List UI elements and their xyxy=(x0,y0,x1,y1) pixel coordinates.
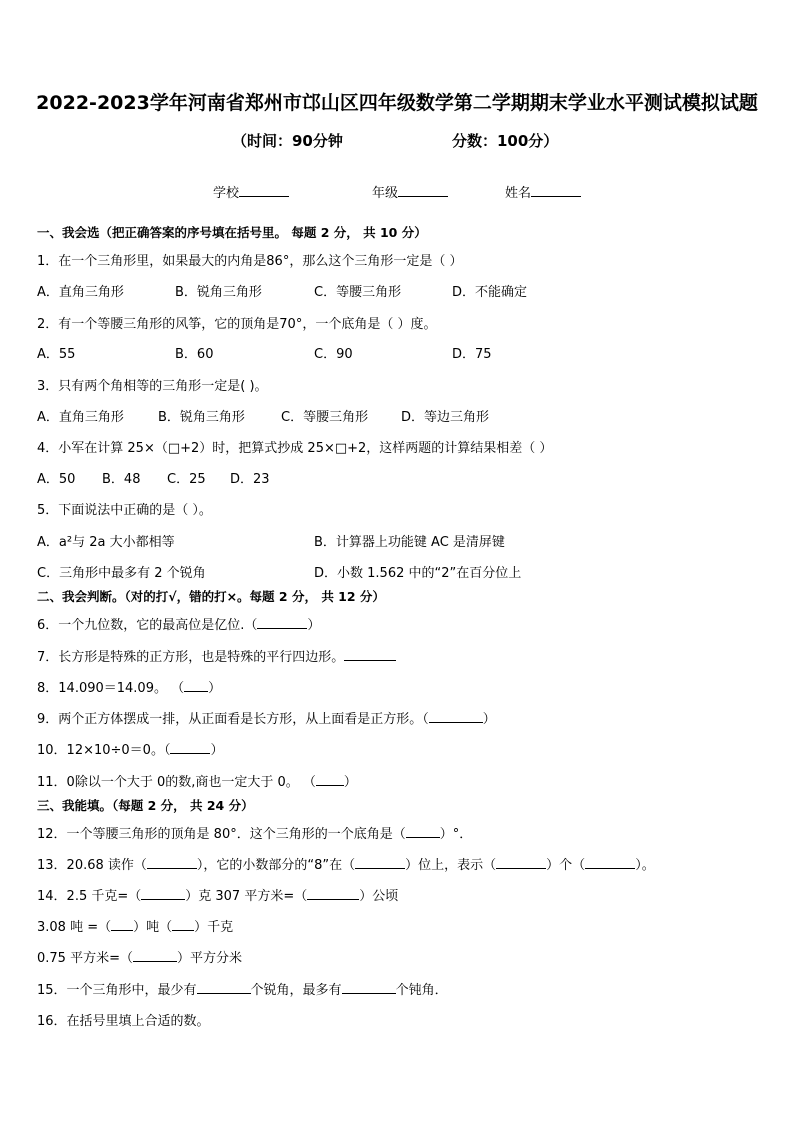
q13-blank-2 xyxy=(355,856,405,869)
q2-option-d: D．75 xyxy=(452,347,492,362)
q9-blank xyxy=(429,710,483,723)
q11-blank xyxy=(316,773,344,786)
name-label: 姓名 xyxy=(505,186,532,201)
q14-blank-2 xyxy=(307,887,359,900)
q14-blank-3 xyxy=(111,918,133,931)
exam-score: 分数：100分） xyxy=(452,132,559,150)
question-8 xyxy=(37,677,221,696)
question-15 xyxy=(37,979,448,998)
q2-option-b: B．60 xyxy=(175,347,214,362)
q11-close: ） xyxy=(343,775,357,790)
q14-blank-4 xyxy=(172,918,194,931)
question-10 xyxy=(37,739,223,758)
grade-field xyxy=(372,182,448,201)
q9-text: 9．两个正方体摆成一排，从正面看是长方形，从上面看是正方形。（ xyxy=(37,712,429,727)
school-field xyxy=(213,182,289,201)
q4-option-a: A．50 xyxy=(37,472,76,487)
q8-blank xyxy=(184,679,208,692)
q4-option-d: D．23 xyxy=(230,472,270,487)
q10-text: 10．12×10÷0＝0。（ xyxy=(37,743,171,758)
question-11 xyxy=(37,771,357,790)
q4-option-b: B．48 xyxy=(102,472,141,487)
q9-close: ） xyxy=(482,712,496,727)
section-fill-heading: 三、我能填。（每题 2 分， 共 24 分） xyxy=(37,798,254,813)
q5-option-a: A．a²与 2a 大小都相等 xyxy=(37,535,175,550)
question-3: 3．只有两个角相等的三角形一定是( )。 xyxy=(37,379,268,394)
q14-text-2: ）克 307 平方米=（ xyxy=(185,889,308,904)
q14-blank-1 xyxy=(141,887,185,900)
q7-text: 7．长方形是特殊的正方形，也是特殊的平行四边形。 xyxy=(37,650,345,665)
q14-text-5: ）吨（ xyxy=(133,920,173,935)
q14-text-4: 3.08 吨 =（ xyxy=(37,920,112,935)
q13-text-1: 13．20.68 读作（ xyxy=(37,858,147,873)
q8-close: ） xyxy=(208,681,222,696)
q6-close: ） xyxy=(307,618,321,633)
exam-time: （时间：90分钟 xyxy=(232,132,343,150)
q14-text-7: 0.75 平方米=（ xyxy=(37,951,133,966)
section-judge-heading: 二、我会判断。（对的打√，错的打×。每题 2 分， 共 12 分） xyxy=(37,589,385,604)
exam-title: 2022-2023学年河南省郑州市邙山区四年级数学第二学期期末学业水平测试模拟试题 xyxy=(36,92,758,114)
q2-option-a: A．55 xyxy=(37,347,76,362)
grade-label: 年级 xyxy=(372,186,399,201)
q6-blank xyxy=(257,616,307,629)
q6-text: 6．一个九位数，它的最高位是亿位.（ xyxy=(37,618,258,633)
q2-option-c: C．90 xyxy=(314,347,353,362)
question-16: 16．在括号里填上合适的数。 xyxy=(37,1014,210,1029)
question-7 xyxy=(37,646,396,665)
q3-option-a: A．直角三角形 xyxy=(37,410,124,425)
q7-blank xyxy=(344,648,396,661)
q11-text: 11．0除以一个大于 0的数,商也一定大于 0。 （ xyxy=(37,775,316,790)
q10-close: ） xyxy=(210,743,224,758)
grade-blank xyxy=(398,184,448,197)
q14-text-1: 14．2.5 千克=（ xyxy=(37,889,142,904)
school-label: 学校 xyxy=(213,186,240,201)
question-1: 1．在一个三角形里，如果最大的内角是86°，那么这个三角形一定是（ ） xyxy=(37,254,463,269)
q12-tail: ）°． xyxy=(439,827,473,842)
question-14-line-2 xyxy=(37,916,233,935)
question-2: 2．有一个等腰三角形的风筝，它的顶角是70°，一个底角是（ ）度。 xyxy=(37,317,437,332)
school-blank xyxy=(239,184,289,197)
q15-blank-1 xyxy=(197,981,251,994)
question-12 xyxy=(37,823,472,842)
q3-option-b: B．锐角三角形 xyxy=(158,410,245,425)
question-6 xyxy=(37,614,320,633)
q15-text-1: 15．一个三角形中，最少有 xyxy=(37,983,197,998)
q13-text-5: ）。 xyxy=(635,858,655,873)
q14-text-8: ）平方分米 xyxy=(176,951,242,966)
name-field xyxy=(505,182,581,201)
q5-option-d: D．小数 1.562 中的“2”在百分位上 xyxy=(314,566,522,581)
q13-text-4: ）个（ xyxy=(546,858,586,873)
q14-text-6: ）千克 xyxy=(194,920,234,935)
q13-text-2: ），它的小数部分的“8”在（ xyxy=(196,858,356,873)
q14-text-3: ）公顷 xyxy=(359,889,399,904)
q1-option-b: B．锐角三角形 xyxy=(175,285,262,300)
q1-option-d: D．不能确定 xyxy=(452,285,528,300)
section-choice-heading: 一、我会选（把正确答案的序号填在括号里。 每题 2 分， 共 10 分） xyxy=(37,225,427,240)
q15-blank-2 xyxy=(342,981,396,994)
q8-text: 8．14.090＝14.09。 （ xyxy=(37,681,185,696)
name-blank xyxy=(531,184,581,197)
q15-text-3: 个钝角． xyxy=(395,983,448,998)
q3-option-d: D．等边三角形 xyxy=(401,410,490,425)
q10-blank xyxy=(170,741,210,754)
q3-option-c: C．等腰三角形 xyxy=(281,410,369,425)
question-9 xyxy=(37,708,496,727)
q1-option-c: C．等腰三角形 xyxy=(314,285,402,300)
q1-option-a: A．直角三角形 xyxy=(37,285,124,300)
q12-text: 12．一个等腰三角形的顶角是 80°．这个三角形的一个底角是（ xyxy=(37,827,406,842)
q4-option-c: C．25 xyxy=(167,472,206,487)
question-5: 5．下面说法中正确的是（ ）。 xyxy=(37,503,212,518)
q14-blank-5 xyxy=(133,949,177,962)
q13-blank-1 xyxy=(147,856,197,869)
q5-option-c: C．三角形中最多有 2 个锐角 xyxy=(37,566,206,581)
question-13 xyxy=(37,854,655,873)
question-14-line-3 xyxy=(37,947,242,966)
q13-blank-4 xyxy=(585,856,635,869)
q15-text-2: 个锐角，最多有 xyxy=(250,983,342,998)
question-14 xyxy=(37,885,398,904)
q5-option-b: B．计算器上功能键 AC 是清屏键 xyxy=(314,535,505,550)
question-4: 4．小军在计算 25×（□+2）时，把算式抄成 25×□+2，这样两题的计算结果相差（ ） xyxy=(37,441,553,456)
q12-blank xyxy=(406,825,440,838)
q13-blank-3 xyxy=(496,856,546,869)
q13-text-3: ）位上，表示（ xyxy=(405,858,497,873)
